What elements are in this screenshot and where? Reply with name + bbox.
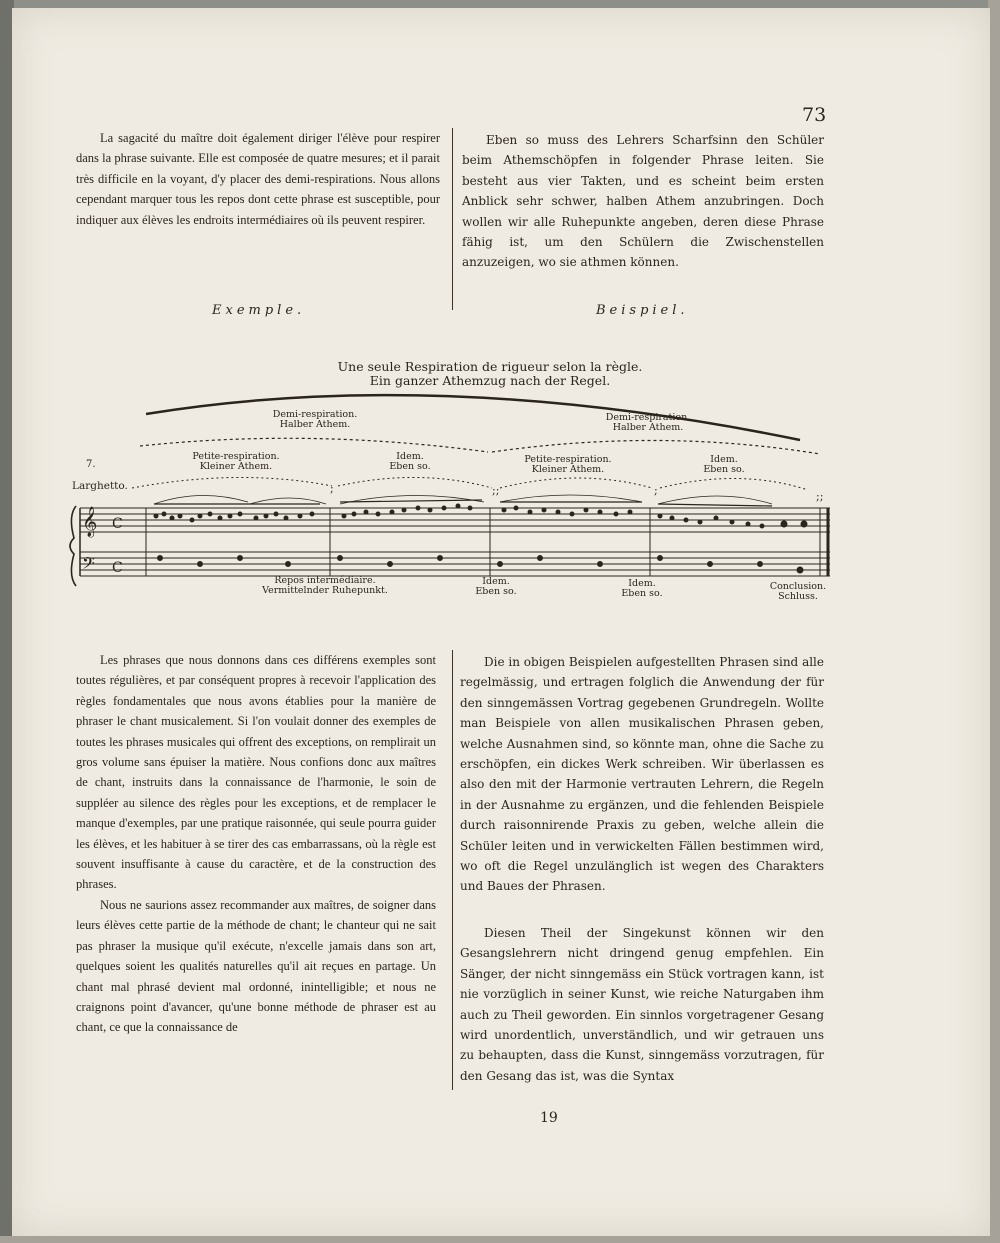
page-number: 73 xyxy=(802,104,827,126)
bottom-french-paragraph-1: Les phrases que nous donnons dans ces différens exemples sont toutes régulières, et par conséquent propres à recevoir l'application des règles fondamentales que nous avons établies pour la manière de phraser le chant musicalement. Si l'on voulait donner des exemples de toutes les phrases musicales qui offrent des exceptions, on remplirait un gros volume sans épuiser la matière. Nous confions donc aux maîtres de chant, instruits dans la connaissance de l'harmonie, le soin de suppléer au silence des règles pour les exceptions, et de remplacer le manque d'exemples, par une pratique raisonnée, qui seule pourra guider les élèves, et les habituer à se tirer des cas embarrassans, où la règle est souvent insuffisante à cause du caractère, et de la construction des phrases. xyxy=(76,653,436,892)
small-breath-arc-1 xyxy=(132,477,332,488)
top-french-paragraph xyxy=(76,128,440,230)
music-title-french: Une seule Respiration de rigueur selon la règle. xyxy=(337,359,643,374)
page-edge-bottom xyxy=(0,1236,1000,1243)
music-title-german: Ein ganzer Athemzug nach der Regel. xyxy=(369,373,611,388)
top-french-text: La sagacité du maître doit également diriger l'élève pour respirer dans la phrase suivante. Elle est composée de quatre mesures; et il parait très difficile en la voyant, d'y placer des demi-respirations. Nous allons cependant marquer tous les repos dont cette phrase est susceptible, pour indiquer aux élèves les endroits intermédiaires où ils peuvent respirer. xyxy=(76,131,440,227)
time-signature-icon: C xyxy=(112,516,123,532)
music-title xyxy=(280,360,700,388)
treble-notes xyxy=(154,495,807,528)
bottom-french-column xyxy=(76,650,436,1038)
svg-text:;: ; xyxy=(330,482,334,495)
bass-staff xyxy=(80,552,830,576)
svg-text:;;: ;; xyxy=(492,484,500,497)
signature-number: 19 xyxy=(540,1110,558,1126)
bottom-german-paragraph-2: Diesen Theil der Singekunst können wir den Gesangslehrern nicht dringend genug empfehlen. Ein Sänger, der nicht sinngemäss ein Stück vortragen kann, ist nie vorzüglich in seiner Kunst, wie reiche Naturgaben ihm auch zu Theil geworden. Ein sinnlos vorgetragener Gesang wird unordentlich, unverständlich, und wir getrauen uns zu behaupten, dass die Kunst, sinngemäss vorzutragen, für den Gesang das ist, was die Syntax xyxy=(460,925,824,1083)
music-notation xyxy=(60,388,840,620)
top-column-divider xyxy=(452,128,453,310)
tempo-marking: Larghetto. xyxy=(72,480,128,492)
idem-label-2: Idem. Eben so. xyxy=(703,454,745,475)
half-breath-arc-2 xyxy=(492,440,820,454)
small-breath-arc-4 xyxy=(660,478,808,490)
bass-clef-icon: 𝄢 xyxy=(82,553,95,577)
bottom-german-column xyxy=(460,652,824,1086)
half-breath-arc-1 xyxy=(140,438,488,452)
small-breath-arc-3 xyxy=(500,478,652,488)
svg-text:;;: ;; xyxy=(816,490,824,503)
time-signature-bass-icon: C xyxy=(112,560,123,576)
top-german-paragraph xyxy=(462,130,824,273)
example-label-german: Beispiel. xyxy=(596,303,689,318)
bottom-french-paragraph-2: Nous ne saurions assez recommander aux maîtres, de soigner dans leurs élèves cette partie de la méthode de chant; le chanteur qui ne sait pas phraser la musique qu'il exécute, n'excelle jamais dans son art, quelques soient les qualités naturelles qu'il ait reçues en partage. Un chant mal phrasé devient mal ordonné, inintelligible; et nous ne craignons point d'avancer, qu'une bonne méthode de phraser est au chant, ce que la connaissance de xyxy=(76,897,436,1035)
petite-respiration-label-1: Petite-respiration. Kleiner Athem. xyxy=(192,451,280,472)
bottom-german-paragraph-1: Die in obigen Beispielen aufgestellten Phrasen sind alle regelmässig, und ertragen folglich die Anwendung der für den sinngemässen Vortrag gegebenen Grundregeln. Wollte man Beispiele von allen musikalischen Phrasen geben, welche Ausnahmen sind, so könnte man, ohne die Sache zu erschöpfen, ein dickes Werk schreiben. Wir überlassen es also den mit der Harmonie vertrauten Lehrern, die Regeln in der Ausnahme zu ergänzen, und die fehlenden Beispiele durch raisonnirende Praxis zu geben, welche allein die Schüler leiten und in verwickelten Fällen bestimmen wird, wo oft die Regel unzulänglich ist wegen des Charakters und Baues der Phrasen. xyxy=(460,655,824,894)
breath-marks xyxy=(330,482,823,503)
treble-clef-icon: 𝄞 xyxy=(82,507,98,537)
system-brace xyxy=(70,506,76,586)
svg-text:;: ; xyxy=(654,484,658,497)
demi-respiration-label-1: Demi-respiration. Halber Athem. xyxy=(272,409,358,430)
example-number: 7. xyxy=(86,459,96,470)
demi-respiration-label-2: Demi-respiration. Halber Athem. xyxy=(605,412,691,433)
example-label-french: Exemple. xyxy=(212,303,306,318)
idem-lower-label-1: Idem. Eben so. xyxy=(475,576,517,597)
repos-label: Repos intermédiaire. Vermittelnder Ruhepunkt. xyxy=(262,575,388,596)
petite-respiration-label-2: Petite-respiration. Kleiner Athem. xyxy=(524,454,612,475)
small-breath-arc-2 xyxy=(338,477,492,488)
top-german-text: Eben so muss des Lehrers Scharfsinn den Schüler beim Athemschöpfen in folgender Phrase leiten. Sie besteht aus vier Takten, und es scheint beim ersten Anblick sehr schwer, halben Athem anzubringen. Doch wollen wir alle Ruhepunkte angeben, deren diese Phrase fähig ist, um den Schülern die Zwischenstellen anzuzeigen, wo sie athmen können. xyxy=(462,133,824,270)
phrase-slur xyxy=(146,395,800,440)
conclusion-label: Conclusion. Schluss. xyxy=(769,581,827,602)
idem-label-1: Idem. Eben so. xyxy=(389,451,431,472)
bottom-column-divider xyxy=(452,650,453,1090)
idem-lower-label-2: Idem. Eben so. xyxy=(621,578,663,599)
